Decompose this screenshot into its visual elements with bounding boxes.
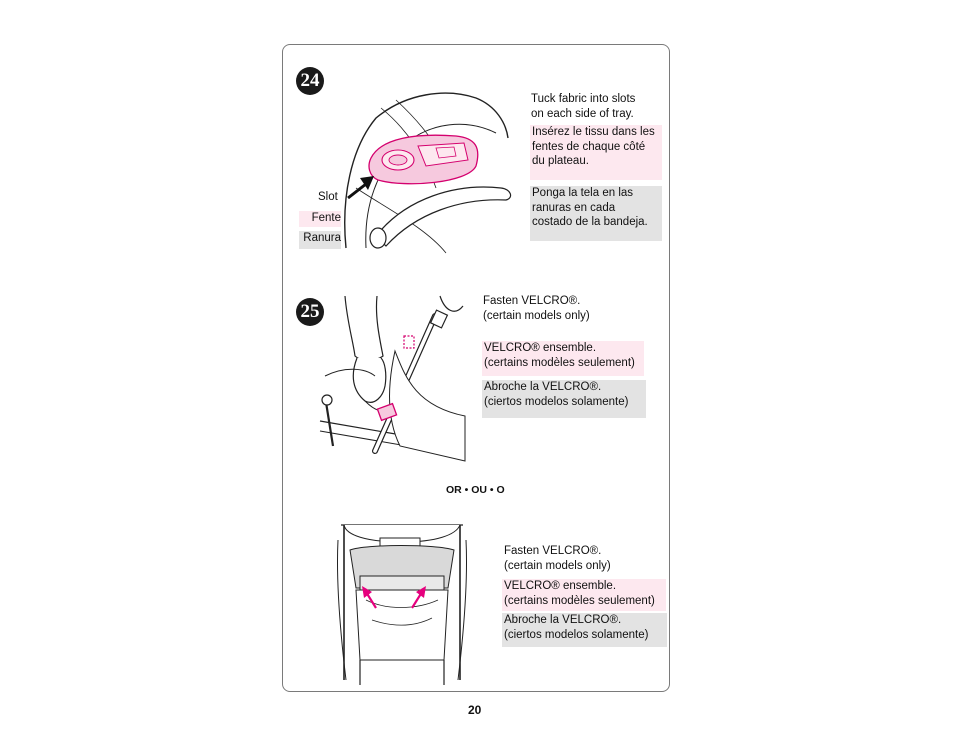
step-24-badge [296, 67, 324, 95]
step-24-text-fr: Insérez le tissu dans les fentes de chaque côté du plateau. [530, 125, 662, 180]
velcro-hands-illustration [305, 296, 470, 461]
step-24-number: 24 [300, 70, 320, 91]
step-24-text-en: Tuck fabric into slots on each side of tray. [531, 93, 636, 120]
step-25b-text-en: Fasten VELCRO®. (certain models only) [504, 545, 611, 572]
stroller-back-illustration [336, 520, 468, 688]
step-24-text-es: Ponga la tela en las ranuras en cada costado de la bandeja. [530, 186, 662, 241]
step-25-text-es: Abroche la VELCRO®. (ciertos modelos solamente) [482, 380, 646, 418]
page-number: 20 [468, 703, 482, 717]
step-25-text-fr: VELCRO® ensemble. (certains modèles seulement) [482, 341, 644, 376]
tray-illustration [336, 88, 536, 258]
or-separator: OR • OU • O [446, 484, 505, 496]
label-slot: Slot [318, 191, 338, 203]
step-25-number: 25 [300, 301, 320, 322]
label-fente: Fente [299, 211, 341, 227]
step-25b-text-fr: VELCRO® ensemble. (certains modèles seulement) [502, 579, 666, 611]
label-ranura: Ranura [299, 231, 341, 249]
step-25b-text-es: Abroche la VELCRO®. (ciertos modelos solamente) [502, 613, 667, 647]
step-25-text-en: Fasten VELCRO®. (certain models only) [483, 295, 590, 322]
